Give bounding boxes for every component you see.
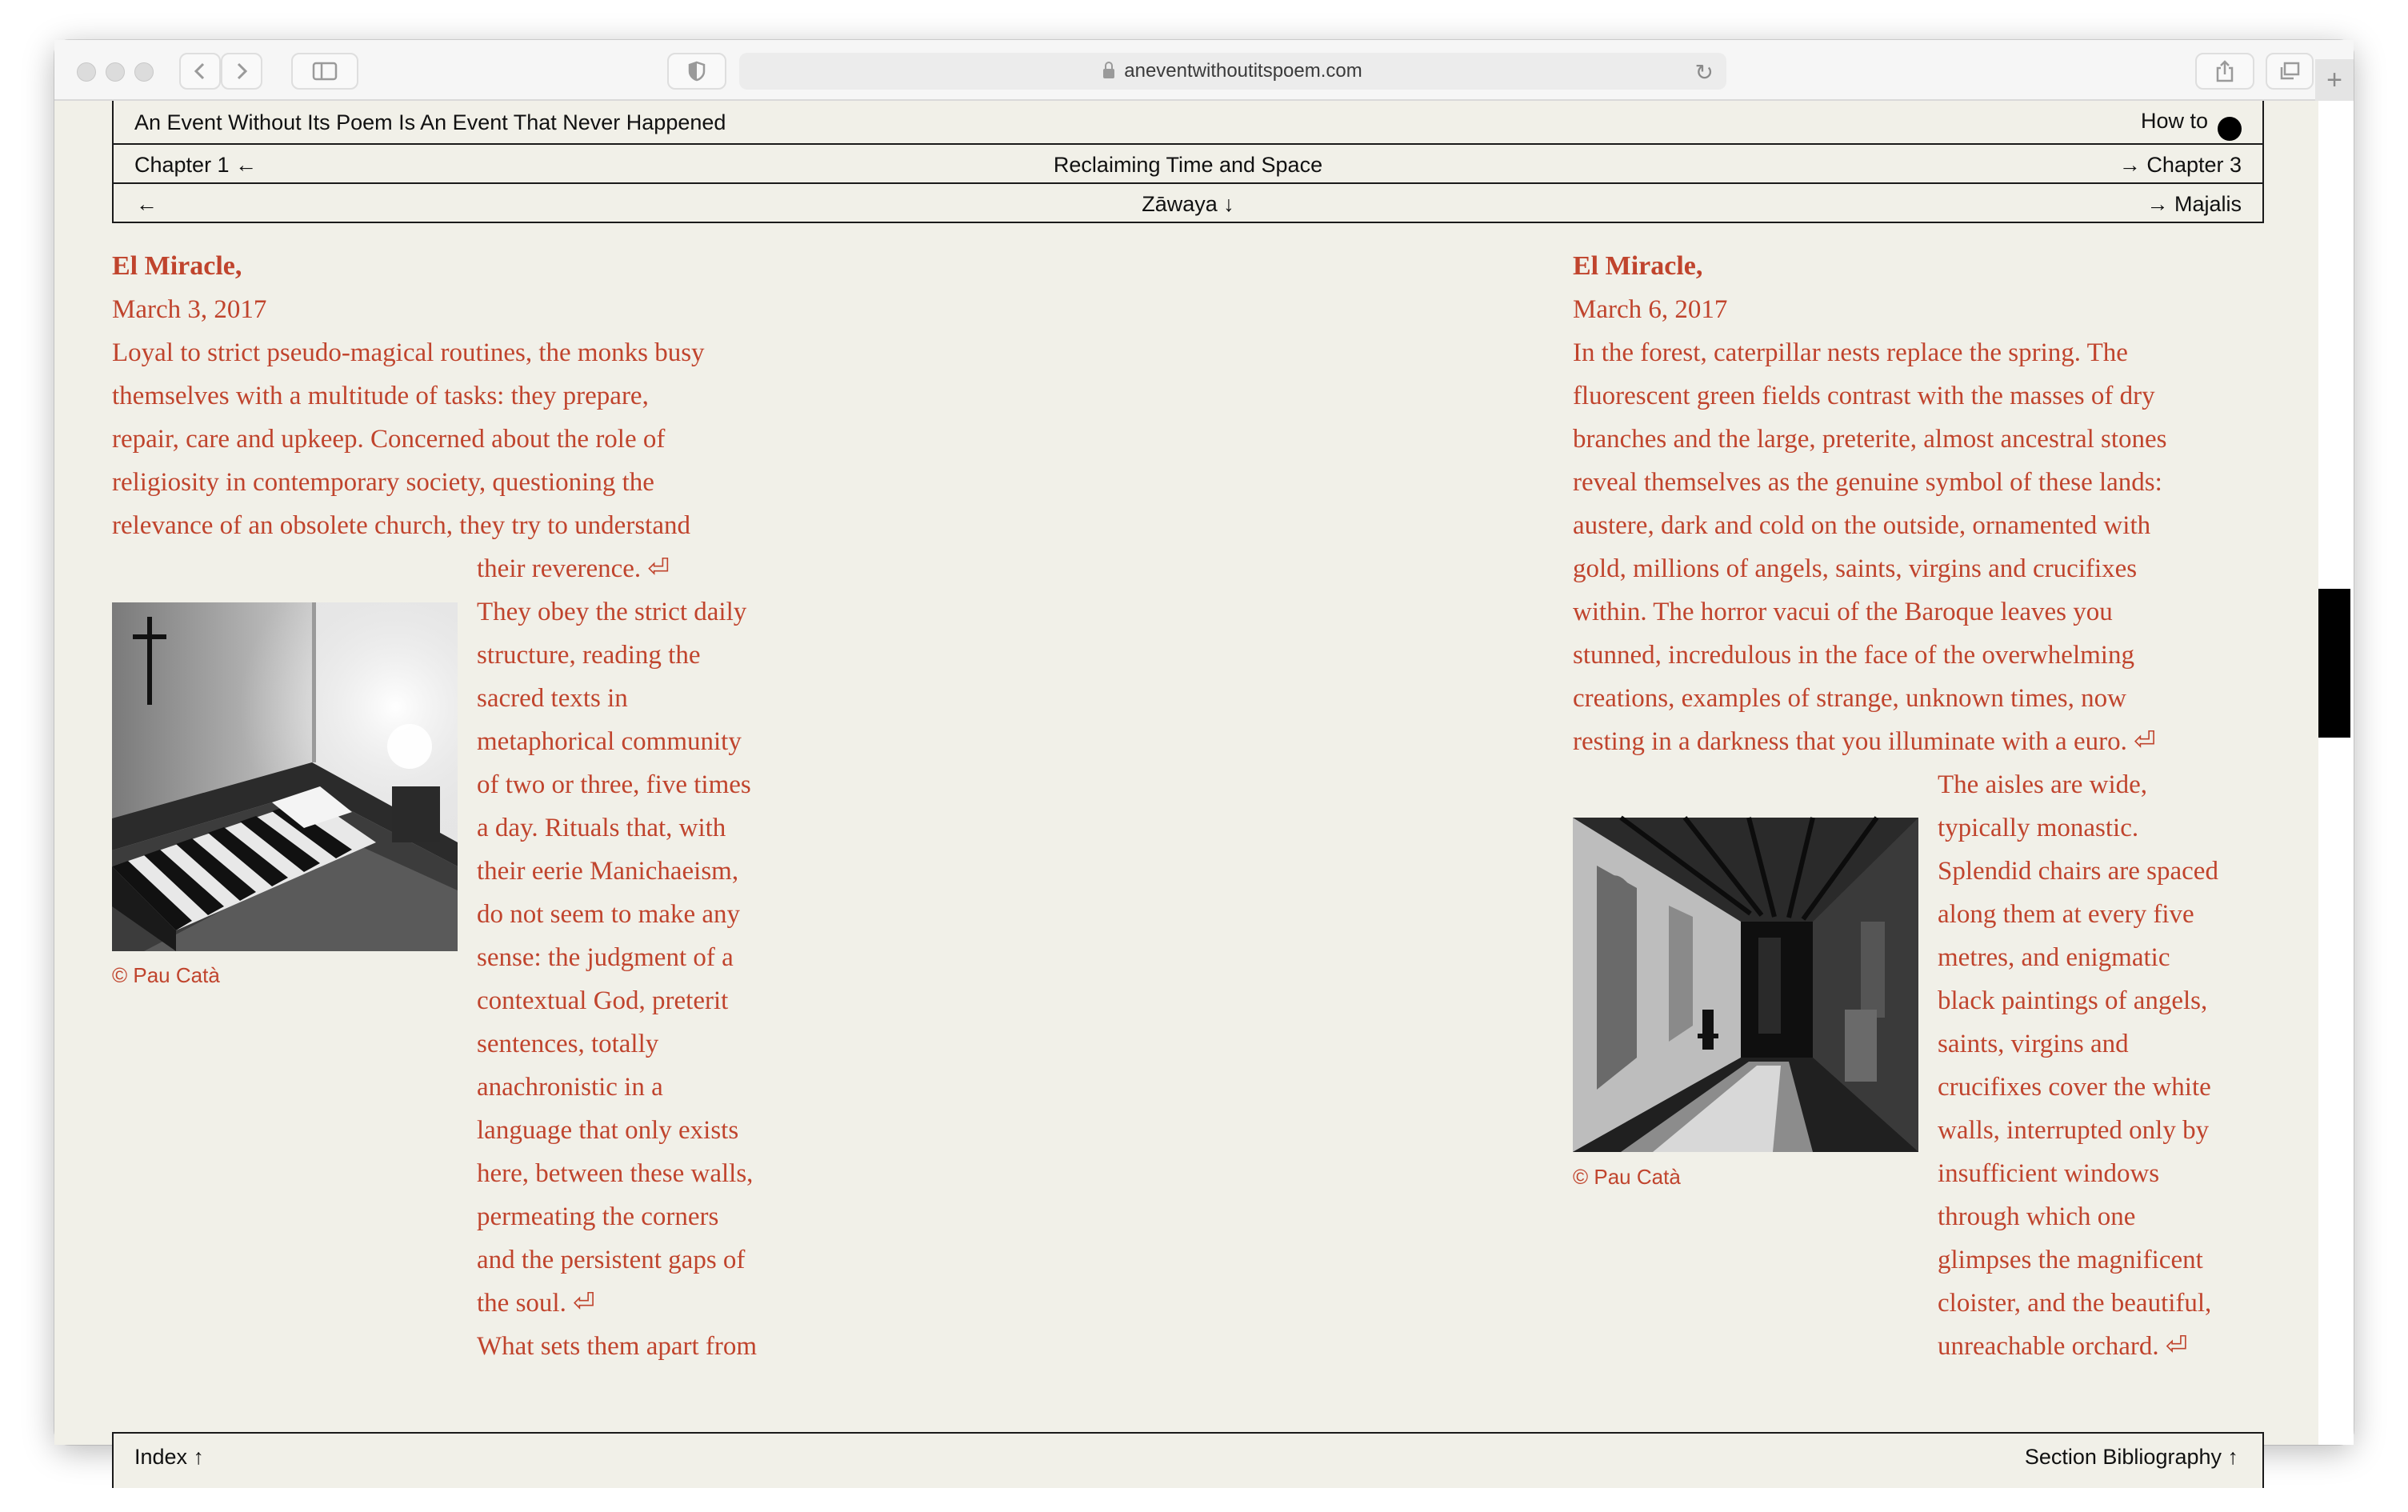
text-line: resting in a darkness that you illuminate with a euro. ⏎ xyxy=(1573,727,2156,756)
back-arrow-link[interactable]: ← xyxy=(136,192,158,216)
text-line: sense: the judgment of a xyxy=(477,943,734,972)
text-line: religiosity in contemporary society, questioning the xyxy=(112,468,654,497)
entry-1-text-side xyxy=(477,547,829,1432)
text-line: reveal themselves as the genuine symbol of these lands: xyxy=(1573,468,2162,497)
plus-icon: + xyxy=(2326,64,2342,95)
how-to-link[interactable] xyxy=(2141,109,2242,134)
site-title[interactable]: An Event Without Its Poem Is An Event That Never Happened xyxy=(134,110,726,134)
text-line: branches and the large, preterite, almost ancestral stones xyxy=(1573,425,2167,454)
subsection-nav-row xyxy=(114,182,2262,222)
browser-window xyxy=(54,40,2354,1469)
text-line: structure, reading the xyxy=(477,641,701,670)
scrollbar-thumb[interactable] xyxy=(2318,589,2350,738)
index-link[interactable]: Index ↑ xyxy=(134,1445,205,1469)
web-page xyxy=(54,101,2354,1469)
text-line: the soul. ⏎ xyxy=(477,1289,595,1318)
text-line: crucifixes cover the white xyxy=(1938,1073,2211,1102)
text-line: language that only exists xyxy=(477,1116,739,1145)
footer-navigation xyxy=(112,1432,2264,1488)
shield-icon xyxy=(688,61,706,82)
text-line: relevance of an obsolete church, they try to understand xyxy=(112,511,690,540)
close-window-button[interactable] xyxy=(77,62,96,82)
text-line: gold, millions of angels, saints, virgins and crucifixes xyxy=(1573,554,2138,583)
text-line: contextual God, preterit xyxy=(477,986,729,1015)
text-line: and the persistent gaps of xyxy=(477,1246,746,1274)
zoom-window-button[interactable] xyxy=(134,62,154,82)
text-line: through which one xyxy=(1938,1202,2136,1231)
black-circle-icon xyxy=(2218,117,2242,141)
text-line: sentences, totally xyxy=(477,1030,659,1058)
text-line: stunned, incredulous in the face of the overwhelming xyxy=(1573,641,2134,670)
text-line: black paintings of angels, xyxy=(1938,986,2208,1015)
back-button[interactable] xyxy=(179,53,221,90)
text-line: glimpses the magnificent xyxy=(1938,1246,2203,1274)
text-line: of two or three, five times xyxy=(477,770,751,799)
text-line: In the forest, caterpillar nests replace the spring. The xyxy=(1573,338,2128,367)
entry-1-text-top xyxy=(112,331,832,547)
scrollbar-track[interactable] xyxy=(2318,101,2354,1445)
text-line: themselves with a multitude of tasks: they prepare, xyxy=(112,382,649,410)
tabs-overview-button[interactable] xyxy=(2266,53,2314,90)
text-line: austere, dark and cold on the outside, ornamented with xyxy=(1573,511,2151,540)
text-line: insufficient windows xyxy=(1938,1159,2160,1188)
text-line: here, between these walls, xyxy=(477,1159,754,1188)
url-text: aneventwithoutitspoem.com xyxy=(1124,60,1362,82)
entry-2-text-side xyxy=(1938,763,2290,1432)
minimize-window-button[interactable] xyxy=(106,62,125,82)
site-header-row xyxy=(114,101,2262,143)
text-line: Splendid chairs are spaced xyxy=(1938,857,2218,886)
tabs-icon xyxy=(2279,62,2300,81)
entry-date: March 6, 2017 xyxy=(1573,295,1728,324)
top-navigation xyxy=(112,101,2264,223)
journal-entry-1 xyxy=(112,245,832,331)
entry-2-text-top xyxy=(1573,331,2277,763)
share-button[interactable] xyxy=(2195,53,2254,90)
photo-credit: © Pau Catà xyxy=(112,963,220,987)
text-line: creations, examples of strange, unknown times, now xyxy=(1573,684,2126,713)
text-line: permeating the corners xyxy=(477,1202,719,1231)
text-line: along them at every five xyxy=(1938,900,2194,929)
photo-credit: © Pau Catà xyxy=(1573,1165,1681,1189)
entry-place: El Miracle, xyxy=(112,251,242,281)
browser-toolbar xyxy=(54,40,2354,101)
lock-icon xyxy=(1103,69,1114,78)
chapter-nav-row xyxy=(114,143,2262,182)
next-chapter-link[interactable]: → Chapter 3 xyxy=(2118,153,2242,177)
next-subsection-link[interactable]: → Majalis xyxy=(2146,192,2242,216)
text-line: fluorescent green fields contrast with the masses of dry xyxy=(1573,382,2155,410)
new-tab-button[interactable] xyxy=(2315,59,2354,101)
chevron-left-icon xyxy=(192,62,208,81)
text-line: sacred texts in xyxy=(477,684,628,713)
sidebar-toggle-button[interactable] xyxy=(291,53,358,90)
text-line: a day. Rituals that, with xyxy=(477,814,726,842)
text-line: typically monastic. xyxy=(1938,814,2139,842)
address-bar[interactable] xyxy=(739,53,1726,90)
reload-icon[interactable]: ↻ xyxy=(1694,60,1714,85)
text-line: Loyal to strict pseudo-magical routines, the monks busy xyxy=(112,338,705,367)
forward-button[interactable] xyxy=(221,53,262,90)
section-title: Reclaiming Time and Space xyxy=(1053,153,1323,177)
text-line: do not seem to make any xyxy=(477,900,741,929)
text-line: unreachable orchard. ⏎ xyxy=(1938,1332,2188,1361)
section-bibliography-link[interactable]: Section Bibliography ↑ xyxy=(2024,1445,2238,1469)
monastery-corridor-photo[interactable] xyxy=(1573,818,1918,1152)
text-line: saints, virgins and xyxy=(1938,1030,2129,1058)
text-line: their reverence. ⏎ xyxy=(477,554,670,583)
monastery-cell-bed-photo[interactable] xyxy=(112,602,458,951)
chevron-right-icon xyxy=(234,62,250,81)
text-line: The aisles are wide, xyxy=(1938,770,2148,799)
privacy-report-button[interactable] xyxy=(667,53,726,90)
subsection-title[interactable]: Zāwaya ↓ xyxy=(1142,192,1234,216)
entry-date: March 3, 2017 xyxy=(112,295,267,324)
text-line: their eerie Manichaeism, xyxy=(477,857,739,886)
how-to-label: How to xyxy=(2140,109,2208,133)
text-line: anachronistic in a xyxy=(477,1073,663,1102)
text-line: cloister, and the beautiful, xyxy=(1938,1289,2212,1318)
share-icon xyxy=(2215,60,2234,82)
text-line: What sets them apart from xyxy=(477,1332,758,1361)
text-line: They obey the strict daily xyxy=(477,598,747,626)
text-line: metaphorical community xyxy=(477,727,742,756)
sidebar-icon xyxy=(313,62,337,80)
journal-entry-2 xyxy=(1573,245,2277,331)
text-line: walls, interrupted only by xyxy=(1938,1116,2210,1145)
text-line: repair, care and upkeep. Concerned about the role of xyxy=(112,425,666,454)
text-line: metres, and enigmatic xyxy=(1938,943,2170,972)
entry-place: El Miracle, xyxy=(1573,251,1703,281)
text-line: within. The horror vacui of the Baroque leaves you xyxy=(1573,598,2113,626)
prev-chapter-link[interactable]: Chapter 1 ← xyxy=(134,153,258,177)
